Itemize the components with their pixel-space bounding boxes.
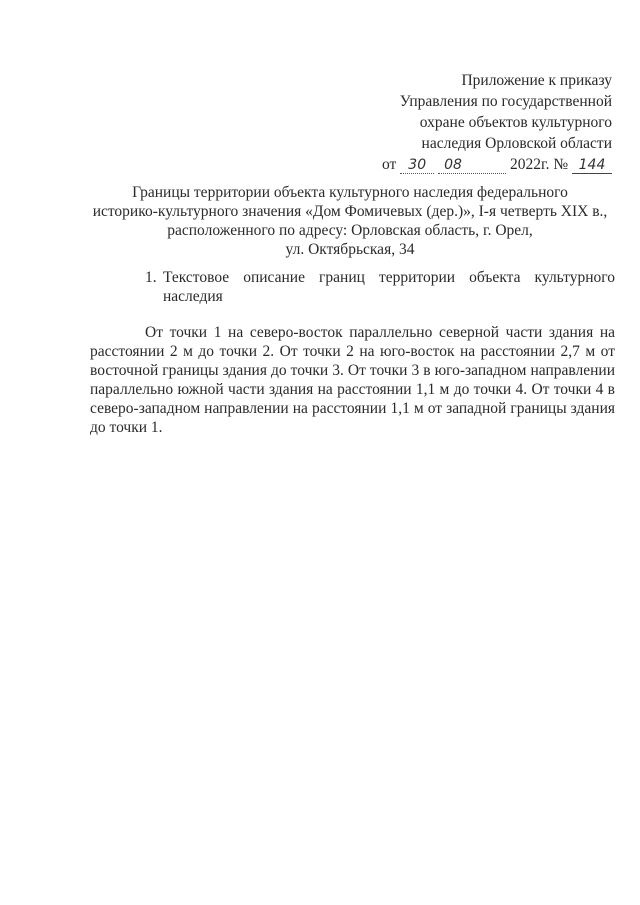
- appendix-line-2: Управления по государственной: [399, 93, 612, 110]
- date-prefix: от: [382, 156, 397, 173]
- title-line-4: ул. Октябрьская, 34: [285, 241, 415, 258]
- boundary-description: От точки 1 на северо-восток параллельно северной части здания на расстоянии 2 м до точки 2. От точки 2 на юго-восток на расстоянии 2,7 м от восточной границы здания до точки 3. От точки 3 в юго-западном направлении параллельно южной части здания на расстоянии 1,1 м до точки 4. От точки 4 в северо-западном направлении на расстоянии 1,1 м от западной границы здания до точки 1.: [90, 324, 615, 436]
- appendix-line-1: Приложение к приказу: [461, 72, 612, 89]
- appendix-line-4: наследия Орловской области: [421, 135, 612, 152]
- date-day-handwritten: 30: [400, 158, 434, 174]
- order-number-handwritten: 144: [572, 158, 612, 174]
- title-line-3: расположенного по адресу: Орловская область, г. Орел,: [167, 222, 533, 239]
- date-month-handwritten: 08: [438, 158, 506, 174]
- title-line-2: историко-культурного значения «Дом Фомичевых (дер.)», I-я четверть XIX в.,: [92, 203, 608, 220]
- year-and-number-label: 2022г. №: [509, 156, 569, 173]
- section-number: 1.: [145, 269, 157, 286]
- appendix-date-line: [382, 154, 612, 175]
- section-heading-text: Текстовое описание границ территории объекта культурного наследия: [163, 269, 615, 305]
- document-title: [90, 183, 610, 259]
- appendix-line-3: охране объектов культурного: [419, 114, 612, 131]
- title-line-1: Границы территории объекта культурного наследия федерального: [132, 184, 568, 201]
- section-heading: [145, 268, 615, 306]
- appendix-header: [382, 70, 612, 175]
